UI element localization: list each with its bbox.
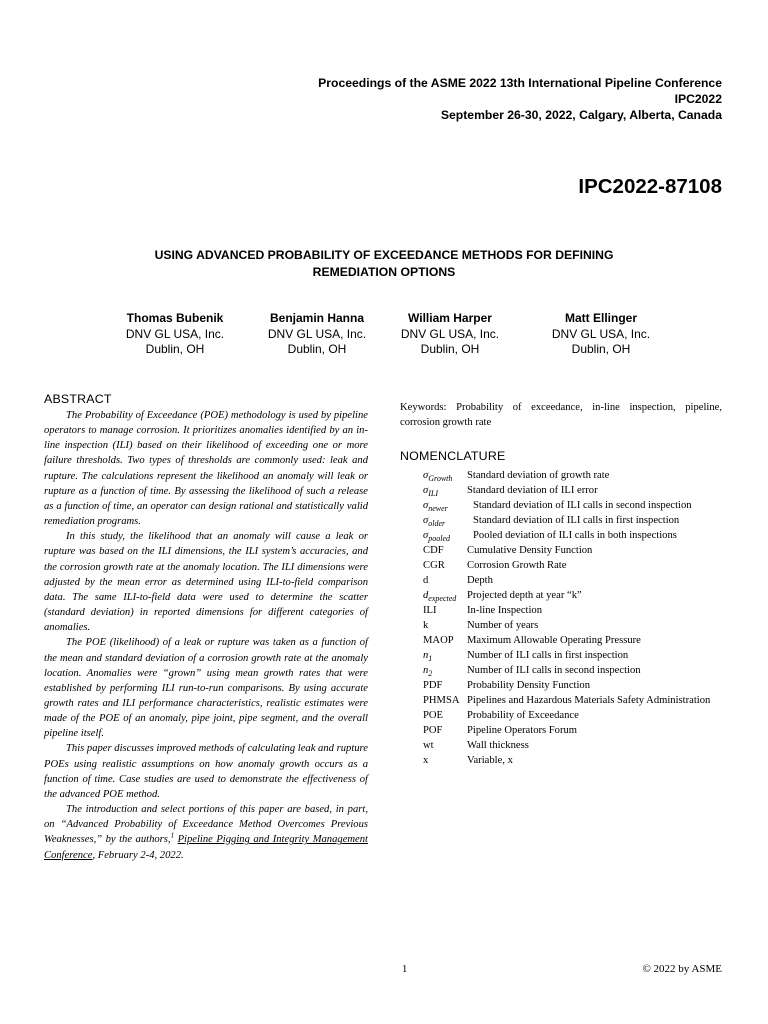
abstract-text: The introduction and select portions of this paper are based, in part, on “Advanced Probability of Exceedance Method Overcomes Previous Weaknesses,” by the authors, [44, 804, 368, 846]
conference-reference: Pipeline Pigging and Integrity Management Conference [44, 834, 368, 861]
symbol-base: ILI [423, 605, 437, 616]
nomenclature-definition: Pipelines and Hazardous Materials Safety Administration [467, 695, 711, 706]
nomenclature-list [400, 468, 722, 768]
nomenclature-symbol [400, 708, 467, 723]
author-location: Dublin, OH [287, 342, 347, 356]
symbol-base: σ [423, 485, 429, 496]
nomenclature-row [400, 558, 722, 573]
symbol-base: CDF [423, 545, 444, 556]
author-affiliation: DNV GL USA, Inc. [267, 326, 367, 341]
nomenclature-row [400, 573, 722, 588]
symbol-subscript: older [428, 519, 446, 528]
abstract-paragraph: The Probability of Exceedance (POE) methodology is used by pipeline operators to manage corrosion. It prioritizes anomalies identified by an in-line inspection (ILI) based on their likelihood of exceeding one or more failure thresholds. Two types of thresholds are commonly used: leak and rupture. The calculations represent the likelihood an anomaly will leak or rupture as a function of time. By assessing the likelihood of such a release as a function of time, an operator can design rational and statistically valid remediation programs. [44, 410, 368, 528]
paper-id: IPC2022-87108 [578, 175, 722, 198]
symbol-base: POE [423, 710, 444, 721]
symbol-base: σ [423, 500, 429, 511]
nomenclature-row [400, 753, 722, 768]
nomenclature-definition: Probability of Exceedance [467, 710, 579, 721]
nomenclature-symbol [400, 753, 467, 768]
conference-dates-location: September 26-30, 2022, Calgary, Alberta, Canada [440, 108, 722, 122]
nomenclature-symbol [400, 738, 467, 753]
nomenclature-definition: Standard deviation of ILI calls in first inspection [473, 515, 680, 526]
paper-title-line-1: USING ADVANCED PROBABILITY OF EXCEEDANCE METHODS FOR DEFINING [154, 248, 614, 262]
author-affiliation: DNV GL USA, Inc. [551, 326, 651, 341]
nomenclature-definition: Variable, x [467, 755, 513, 766]
nomenclature-row [400, 528, 722, 543]
nomenclature-row [400, 468, 722, 483]
symbol-base: PHMSA [423, 695, 460, 706]
conference-header [318, 75, 722, 123]
keywords: Keywords: Probability of exceedance, in-line inspection, pipeline, corrosion growth rate [400, 402, 722, 428]
symbol-subscript: Growth [428, 474, 453, 483]
nomenclature-symbol [400, 693, 467, 708]
author-name: Benjamin Hanna [269, 311, 365, 325]
nomenclature-symbol [400, 678, 467, 693]
abstract-text: , February 2-4, 2022. [92, 849, 184, 861]
nomenclature-definition: Number of ILI calls in first inspection [467, 650, 629, 661]
nomenclature-row [400, 633, 722, 648]
nomenclature-symbol [400, 468, 467, 483]
symbol-subscript: expected [428, 594, 457, 603]
symbol-subscript: pooled [428, 534, 451, 543]
paper-title-line-2: REMEDIATION OPTIONS [312, 264, 456, 279]
symbol-base: POF [423, 725, 443, 736]
abstract-body [44, 408, 368, 863]
nomenclature-row [400, 738, 722, 753]
nomenclature-row [400, 588, 722, 603]
nomenclature-row [400, 678, 722, 693]
nomenclature-definition: Number of ILI calls in second inspection [467, 665, 641, 676]
abstract-heading: ABSTRACT [44, 392, 112, 406]
symbol-base: d [423, 590, 429, 601]
nomenclature-row [400, 693, 722, 708]
nomenclature-row [400, 498, 722, 513]
nomenclature-symbol [400, 558, 467, 573]
nomenclature-definition: Maximum Allowable Operating Pressure [467, 635, 641, 646]
abstract-paragraph: The POE (likelihood) of a leak or rupture was taken as a function of the mean and standard deviation of a corrosion growth rate at the anomaly location. Anomalies were “grown” using mean growth rates that were established by performing ILI run-to-run comparisons. By using accurate growth rates and ILI performance characteristics, realistic estimates were made of the POE of an anomaly, pipe joint, pipe segment, and the overall pipeline itself. [44, 637, 368, 740]
nomenclature-symbol [400, 483, 467, 498]
nomenclature-row [400, 483, 722, 498]
nomenclature-symbol [400, 648, 467, 663]
nomenclature-definition: Probability Density Function [467, 680, 591, 691]
nomenclature-row [400, 618, 722, 633]
symbol-base: CGR [423, 560, 445, 571]
copyright: © 2022 by ASME [642, 963, 722, 975]
nomenclature-symbol [400, 588, 467, 603]
nomenclature-definition: Standard deviation of ILI calls in second inspection [473, 500, 692, 511]
symbol-base: n [423, 650, 429, 661]
symbol-base: σ [423, 470, 429, 481]
nomenclature-row [400, 648, 722, 663]
nomenclature-definition: Standard deviation of ILI error [467, 485, 598, 496]
nomenclature-symbol [400, 573, 467, 588]
nomenclature-definition: Corrosion Growth Rate [467, 560, 567, 571]
author-location: Dublin, OH [571, 342, 631, 356]
paper-title [80, 247, 688, 280]
abstract-paragraph: This paper discusses improved methods of calculating leak and rupture POEs using realistic assumptions on how anomaly growth occurs as a function of time. Case studies are used to demonstrate the effectiveness of the advanced POE method. [44, 743, 368, 800]
abstract-paragraph [44, 802, 368, 863]
nomenclature-definition: Number of years [467, 620, 539, 631]
nomenclature-symbol [400, 603, 467, 618]
author-block [242, 311, 392, 358]
nomenclature-definition: Wall thickness [467, 740, 529, 751]
symbol-base: x [423, 755, 429, 766]
nomenclature-definition: Projected depth at year “k” [467, 590, 582, 601]
symbol-base: σ [423, 515, 429, 526]
author-block [375, 311, 525, 358]
author-affiliation: DNV GL USA, Inc. [125, 326, 225, 341]
symbol-base: d [423, 575, 429, 586]
nomenclature-heading: NOMENCLATURE [400, 449, 506, 463]
symbol-base: PDF [423, 680, 443, 691]
nomenclature-row [400, 708, 722, 723]
author-location: Dublin, OH [420, 342, 480, 356]
nomenclature-symbol [400, 528, 467, 543]
symbol-base: σ [423, 530, 429, 541]
nomenclature-definition: Cumulative Density Function [467, 545, 593, 556]
nomenclature-definition: In-line Inspection [467, 605, 543, 616]
author-affiliation: DNV GL USA, Inc. [400, 326, 500, 341]
nomenclature-symbol [400, 513, 467, 528]
conference-code: IPC2022 [674, 92, 722, 106]
nomenclature-definition: Pipeline Operators Forum [467, 725, 578, 736]
author-location: Dublin, OH [145, 342, 205, 356]
nomenclature-row [400, 663, 722, 678]
nomenclature-definition: Depth [467, 575, 493, 586]
nomenclature-definition: Pooled deviation of ILI calls in both inspections [473, 530, 677, 541]
symbol-subscript: newer [428, 504, 448, 513]
footnote-marker: 1 [170, 831, 175, 840]
nomenclature-row [400, 723, 722, 738]
nomenclature-symbol [400, 543, 467, 558]
page-number: 1 [402, 964, 408, 975]
nomenclature-symbol [400, 723, 467, 738]
author-name: Thomas Bubenik [126, 311, 224, 325]
nomenclature-definition: Standard deviation of growth rate [467, 470, 610, 481]
nomenclature-symbol [400, 663, 467, 678]
author-name: Matt Ellinger [564, 311, 637, 325]
author-block [526, 311, 676, 358]
symbol-base: wt [423, 740, 434, 751]
right-column [400, 400, 722, 768]
author-block [100, 311, 250, 358]
nomenclature-symbol [400, 498, 467, 513]
symbol-base: n [423, 665, 429, 676]
nomenclature-row [400, 543, 722, 558]
author-name: William Harper [408, 311, 492, 325]
symbol-base: k [423, 620, 429, 631]
nomenclature-row [400, 603, 722, 618]
conference-name: Proceedings of the ASME 2022 13th International Pipeline Conference [318, 76, 722, 90]
symbol-base: MAOP [423, 635, 454, 646]
nomenclature-symbol [400, 633, 467, 648]
symbol-subscript: ILI [428, 489, 439, 498]
abstract-paragraph: In this study, the likelihood that an anomaly will cause a leak or rupture was based on the ILI dimensions, the ILI system’s accuracies, and the corrosion growth rate at the anomaly location. The ILI dimensions were adjusted by the mean error as determined using ILI-to-field comparison data. The same ILI-to-field data were used to determine the scatter (standard deviation) in reported dimensions for different categories of anomalies. [44, 531, 368, 634]
symbol-subscript: 1 [428, 654, 433, 663]
symbol-subscript: 2 [428, 669, 433, 678]
left-column [44, 392, 368, 863]
nomenclature-symbol [400, 618, 467, 633]
nomenclature-row [400, 513, 722, 528]
